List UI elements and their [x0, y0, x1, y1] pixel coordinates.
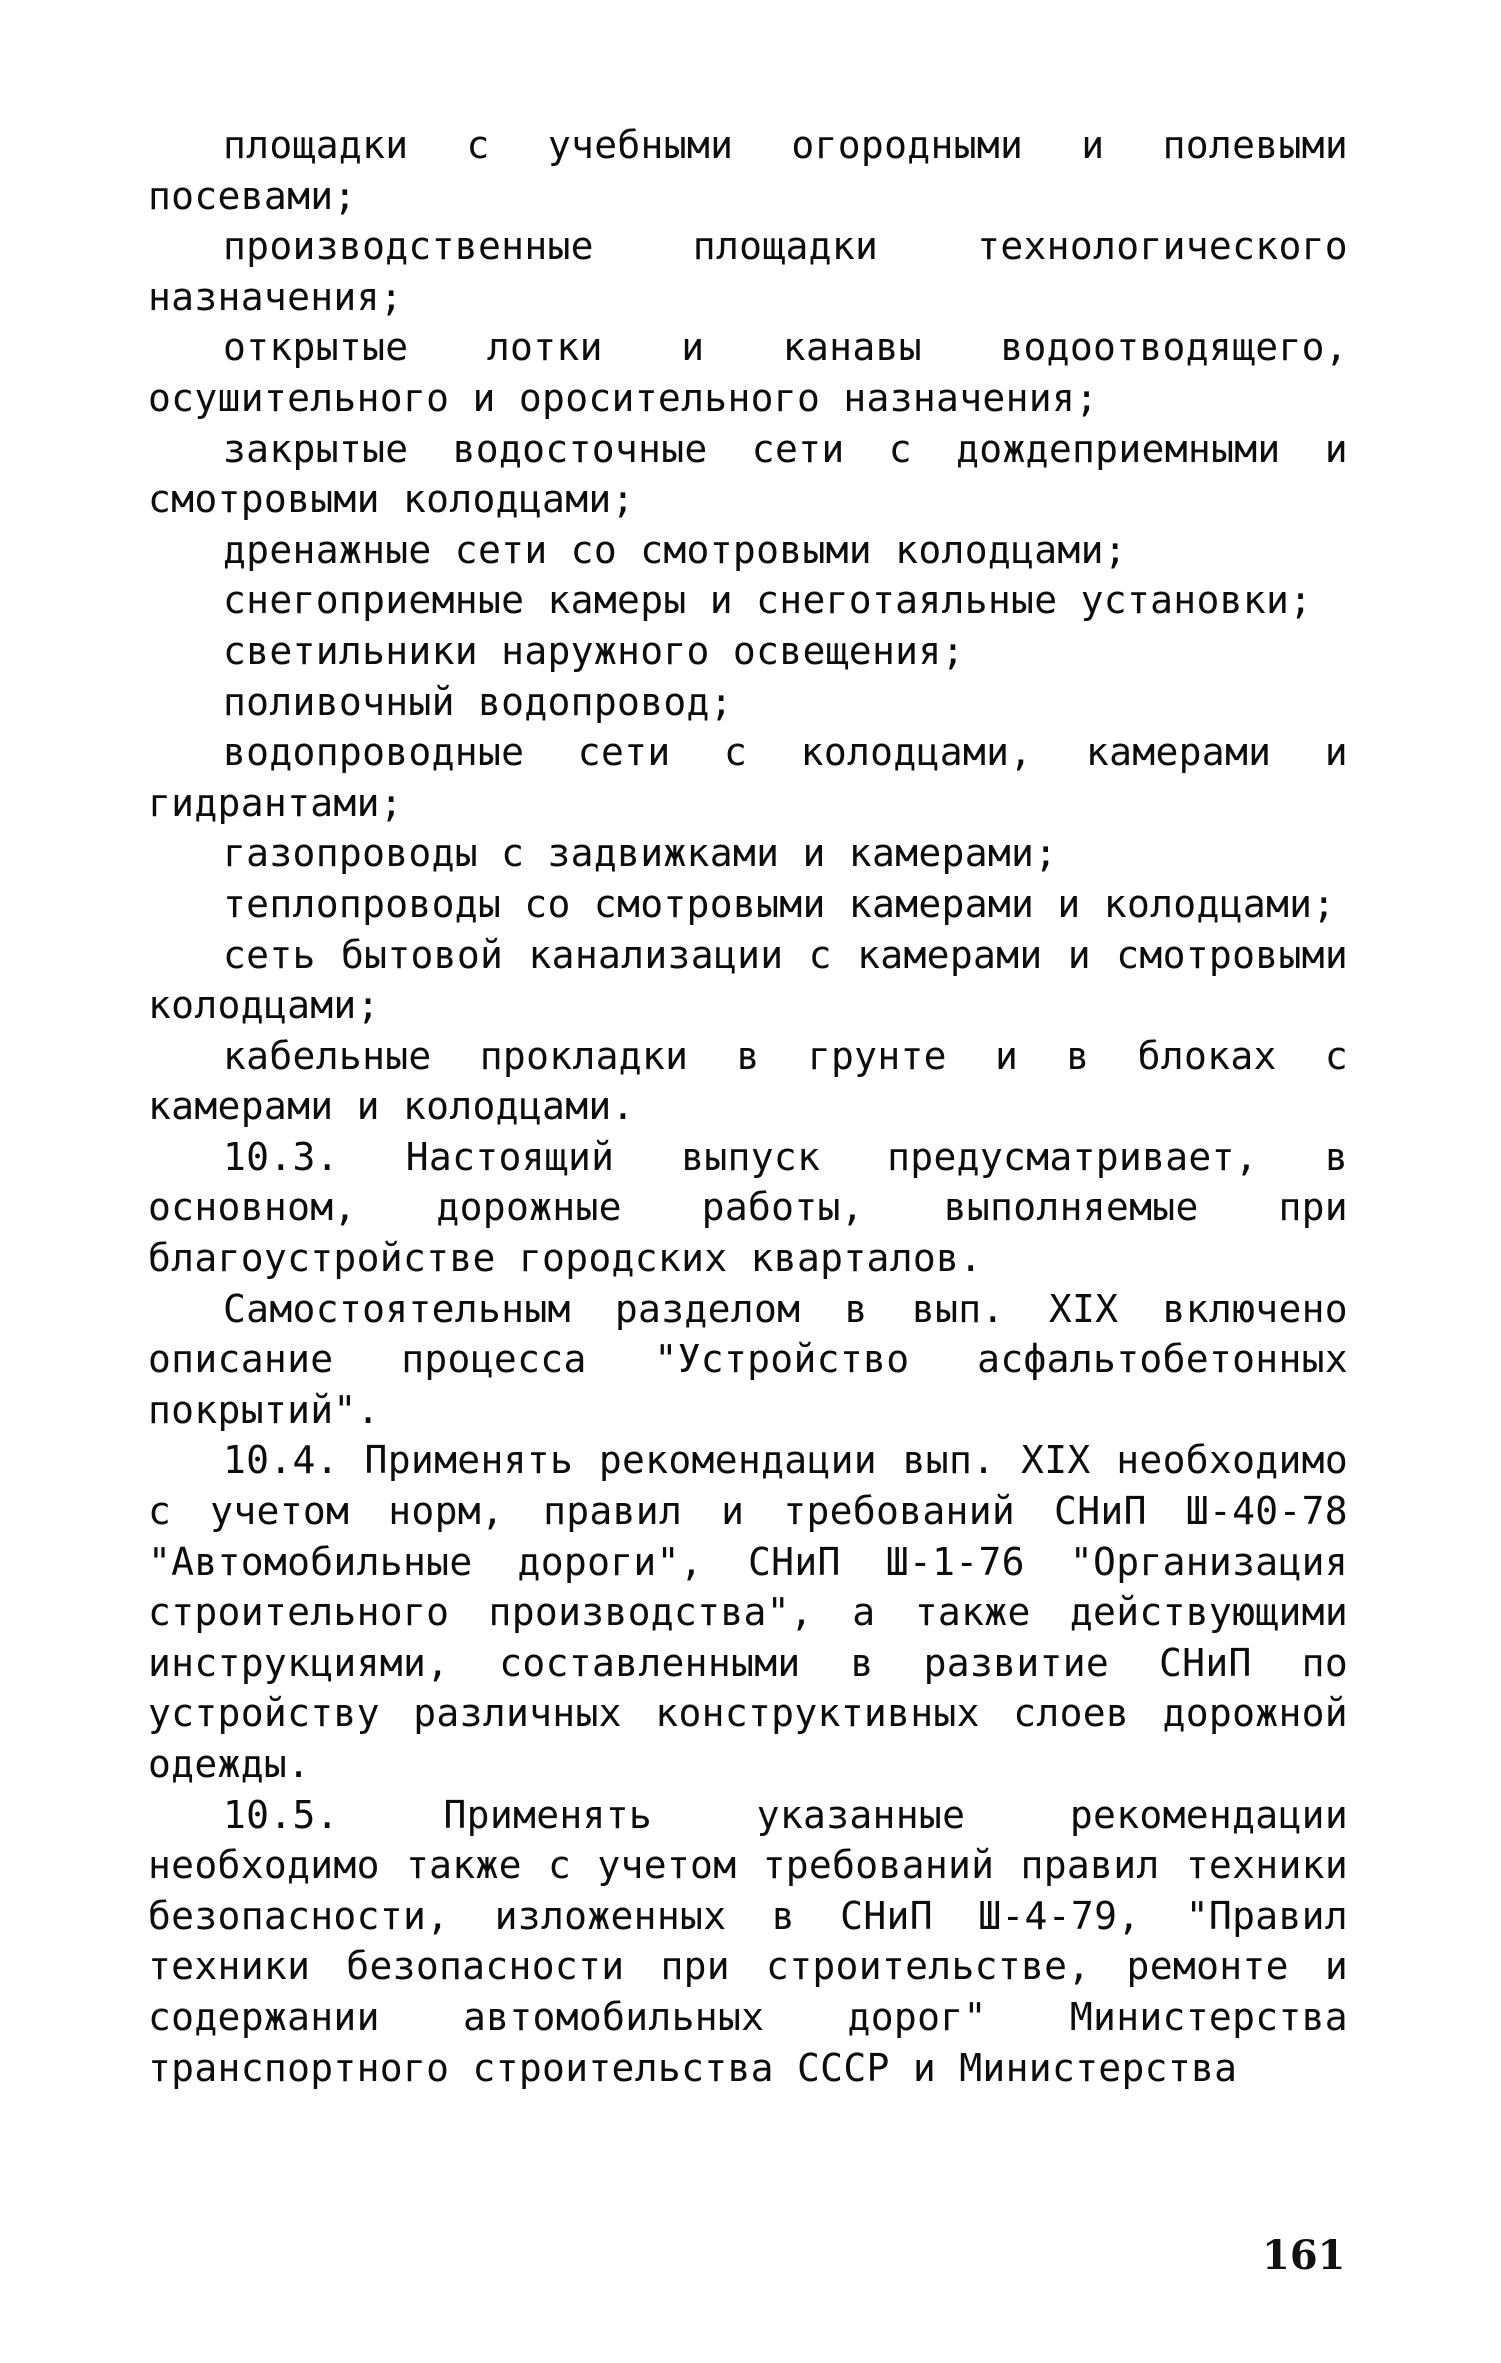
list-item-watering-pipe: поливочный водопровод; — [223, 679, 733, 724]
list-item-gas-pipes: газопроводы с задвижками и камерами; — [223, 831, 1058, 876]
list-item-closed-drains: закрытые водосточные сети с дождеприемными и смотровыми колодцами; — [148, 426, 1348, 522]
list-item-cable-lines: кабельные прокладки в грунте и в блоках с камерами и колодцами. — [148, 1033, 1348, 1129]
section-10-5: 10.5. Применять указанные рекомендации необходимо также с учетом требований правил техники безопасности, изложенных в СНиП Ш-4-79, "Правил техники безопасности при строительстве, ремонте и содержании автомобильных дорог" Министерства транспортного строительства СССР и Министерства — [148, 1792, 1348, 2090]
list-item-open-trays: открытые лотки и канавы водоотводящего, осушительного и оросительного назначения; — [148, 325, 1348, 420]
page-number: 161 — [1262, 2232, 1346, 2279]
list-item-drainage-networks: дренажные сети со смотровыми колодцами; — [223, 527, 1127, 572]
list-item-water-networks: водопроводные сети с колодцами, камерами и гидрантами; — [148, 730, 1348, 825]
list-item-sewerage: сеть бытовой канализации с камерами и смотровыми колодцами; — [148, 932, 1348, 1028]
section-10-4: 10.4. Применять рекомендации вып. XIX необходимо с учетом норм, правил и требований СНиП Ш-40-78 "Автомобильные дороги", СНиП Ш-1-76 "Организация строительного производства", а также действующими инструкциями, составленными в развитие СНиП по устройству различных конструктивных слоев дорожной одежды. — [148, 1438, 1348, 1786]
list-item-teaching-plots: площадки с учебными огородными и полевыми посевами; — [148, 123, 1348, 218]
paragraph-asphalt-section: Самостоятельным разделом в вып. XIX включено описание процесса "Устройство асфальтобетонных покрытий". — [148, 1286, 1348, 1432]
section-10-3: 10.3. Настоящий выпуск предусматривает, в основном, дорожные работы, выполняемые при благоустройстве городских кварталов. — [148, 1134, 1348, 1281]
list-item-production-sites: производственные площадки технологического назначения; — [148, 224, 1348, 319]
list-item-snow-chambers: снегоприемные камеры и снеготаяльные установки; — [223, 578, 1313, 623]
body-text — [148, 120, 1348, 2093]
list-item-heat-pipes: теплопроводы со смотровыми камерами и колодцами; — [223, 881, 1336, 926]
list-item-outdoor-lighting: светильники наружного освещения; — [223, 628, 965, 673]
